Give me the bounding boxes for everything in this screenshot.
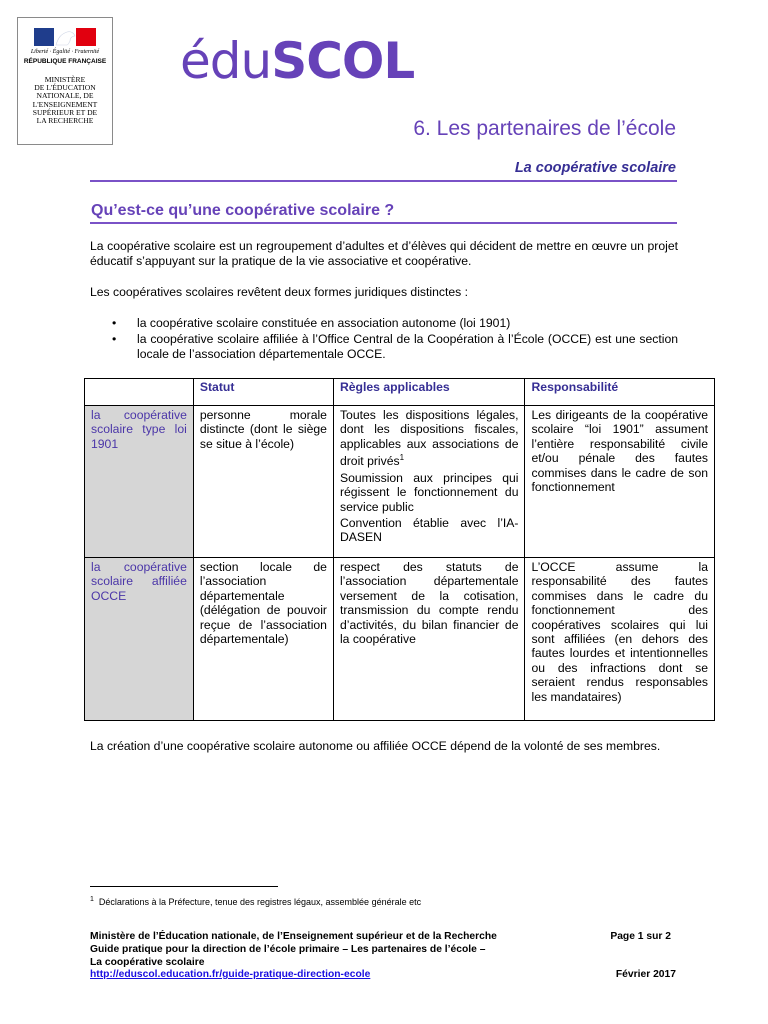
cell-regles — [333, 406, 525, 558]
rule-item: Convention établie avec l’IA-DASEN — [339, 515, 519, 545]
table-header-regles: Règles applicables — [333, 379, 525, 406]
cell-statut: section locale de l’association départementale (délégation de pouvoir reçue de l’association départementale) — [193, 558, 333, 721]
rule-item: Soumission aux principes qui régissent le fonctionnement du service public — [339, 470, 519, 514]
logo-bold-part: SCOL — [271, 32, 415, 90]
footnote-divider — [90, 886, 278, 887]
footer-url-wrap — [90, 968, 370, 981]
ministry-line: NATIONALE, DE — [36, 91, 94, 101]
ministry-line: MINISTÈRE — [44, 75, 86, 84]
intro-paragraph: La coopérative scolaire est un regroupement d’adultes et d’élèves qui décident de mettre en œuvre un projet éducatif s’appuyant sur la pratique de la vie associative et coopérative. — [90, 239, 678, 268]
forms-paragraph: Les coopératives scolaires revêtent deux formes juridiques distinctes : — [90, 285, 468, 299]
republic-motto: Liberté · Égalité · Fraternité — [30, 49, 100, 55]
footer-url-link[interactable]: http://eduscol.education.fr/guide-pratique-direction-ecole — [90, 969, 371, 980]
rule-item — [340, 408, 519, 469]
footnote-text: Déclarations à la Préfecture, tenue des registres légaux, assemblée générale etc — [98, 897, 422, 907]
list-item-text: la coopérative scolaire affiliée à l’Office Central de la Coopération à l’École (OCCE) est une section locale de l’association départementale OCCE. — [137, 332, 678, 361]
marianne-profile-icon — [34, 28, 96, 46]
ministry-line: SUPÉRIEUR ET DE — [32, 107, 98, 117]
table-header-statut: Statut — [193, 379, 333, 406]
republic-name: RÉPUBLIQUE FRANÇAISE — [23, 58, 107, 65]
footer-guide: Guide pratique pour la direction de l’école primaire – Les partenaires de l’école – — [90, 944, 486, 955]
ministry-line: DE L'ÉDUCATION — [34, 83, 96, 93]
footer-ministry: Ministère de l’Éducation nationale, de l’Enseignement supérieur et de la Recherche — [90, 931, 497, 942]
ministry-logo — [17, 17, 113, 145]
chapter-title: 6. Les partenaires de l’école — [413, 117, 676, 140]
eduscol-logo — [180, 32, 415, 90]
ministry-name — [22, 76, 108, 125]
list-item-text: la coopérative scolaire constituée en association autonome (loi 1901) — [137, 316, 511, 330]
cell-responsabilite: Les dirigeants de la coopérative scolaire “loi 1901” assument l’entière responsabilité civile et/ou pénale des fautes commises dans le cadre de son fonctionnement — [525, 406, 715, 558]
footnote — [90, 894, 421, 908]
footer-date: Février 2017 — [615, 969, 676, 980]
table-header-empty — [85, 379, 194, 406]
closing-paragraph: La création d’une coopérative scolaire autonome ou affiliée OCCE dépend de la volonté de ses membres. — [90, 739, 661, 753]
question-heading: Qu’est-ce qu’une coopérative scolaire ? — [91, 202, 395, 219]
row-label: la coopérative scolaire type loi 1901 — [85, 406, 194, 558]
rule-item: respect des statuts de l’association départementale versement de la cotisation, transmission du compte rendu d’activités, du bilan financier de la coopérative — [339, 560, 519, 647]
row-label: la coopérative scolaire affiliée OCCE — [85, 558, 194, 721]
footnote-ref: 1 — [399, 453, 405, 463]
marianne-flag-icon — [34, 28, 96, 46]
ministry-line: L'ENSEIGNEMENT — [32, 99, 98, 109]
section-title: La coopérative scolaire — [514, 160, 676, 176]
page-number: Page 1 sur 2 — [610, 931, 671, 942]
footer-topic: La coopérative scolaire — [90, 957, 205, 968]
cell-statut: personne morale distincte (dont le siège se situe à l’école) — [193, 406, 333, 558]
rule-text: Toutes les dispositions légales, dont les dispositions fiscales, applicables aux associations de droit privés — [339, 408, 519, 469]
cell-regles — [333, 558, 525, 721]
bullet-icon: • — [112, 332, 117, 346]
table-row — [85, 406, 715, 558]
logo-light-part: édu — [180, 32, 272, 90]
ministry-line: LA RECHERCHE — [36, 116, 94, 126]
table-header-row — [85, 379, 715, 406]
question-divider — [90, 222, 677, 224]
footnote-mark: 1 — [90, 896, 94, 903]
table-row — [85, 558, 715, 721]
table-header-responsabilite: Responsabilité — [525, 379, 715, 406]
cell-responsabilite: L’OCCE assume la responsabilité des fautes commises dans le cadre du fonctionnement des coopératives scolaires qui lui sont affiliées (en dehors des fautes lourdes et intentionnelles ou des infractions dont se seraient rendus responsables les mandataires) — [525, 558, 715, 721]
cooperative-comparison-table — [84, 378, 715, 721]
header-divider — [90, 180, 677, 182]
bullet-icon: • — [112, 316, 117, 330]
